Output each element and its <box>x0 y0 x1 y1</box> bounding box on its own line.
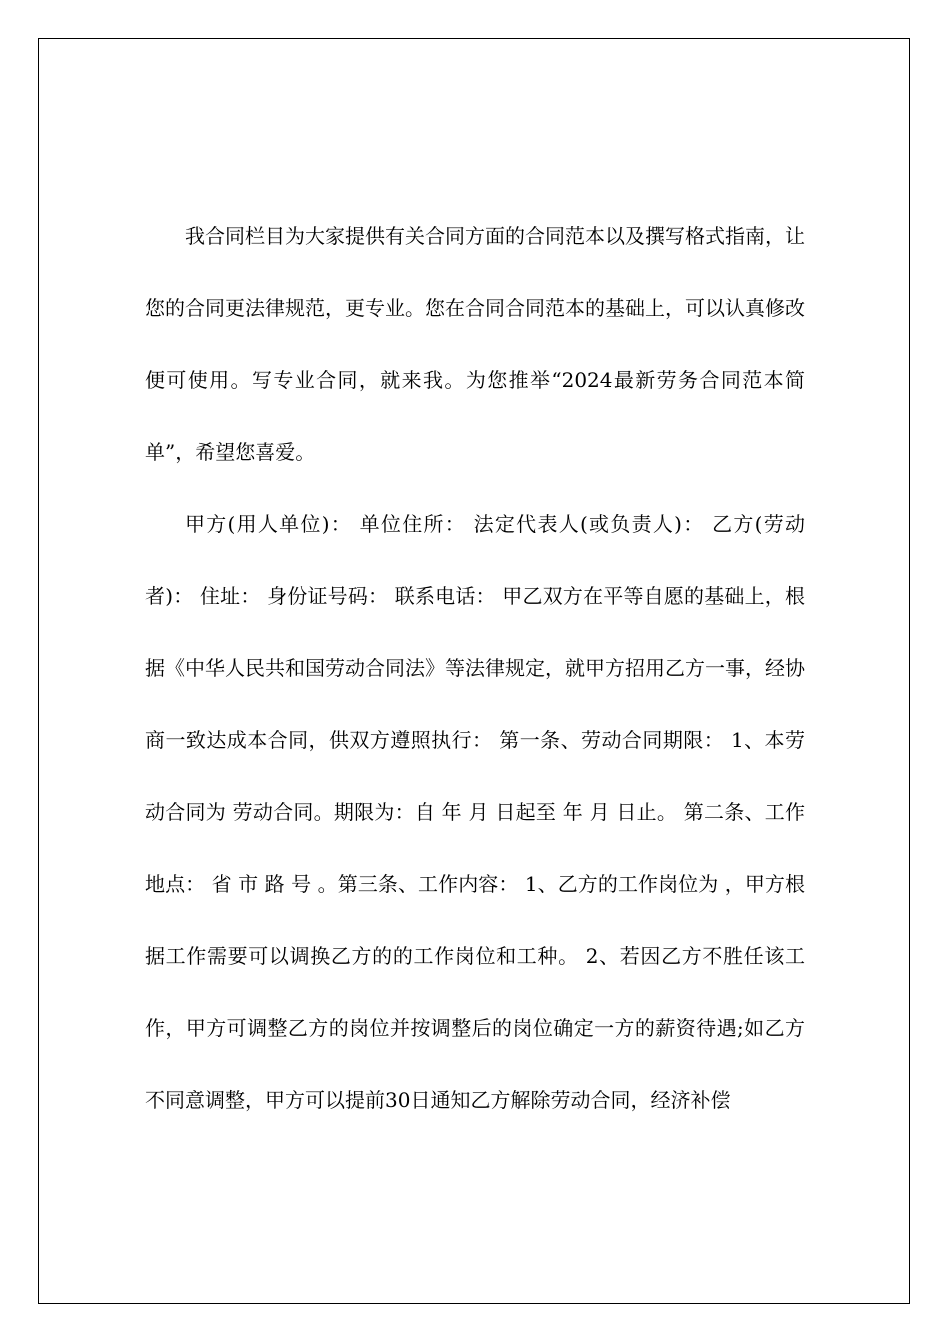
intro-paragraph: 我合同栏目为大家提供有关合同方面的合同范本以及撰写格式指南，让您的合同更法律规范，更专业。您在合同合同范本的基础上，可以认真修改便可使用。写专业合同，就来我。为您推举“2024最新劳务合同范本简单”，希望您喜爱。 <box>145 224 805 464</box>
contract-paragraph: 甲方(用人单位)： 单位住所： 法定代表人(或负责人)： 乙方(劳动者)： 住址： 身份证号码： 联系电话： 甲乙双方在平等自愿的基础上，根据《中华人民共和国劳动合同法》等法律规定，就甲方招用乙方一事，经协商一致达成本合同，供双方遵照执行： 第一条、劳动合同期限： 1、本劳动合同为 劳动合同。期限为：自 年 月 日起至 年 月 日止。 第二条、工作地点： 省 市 路 号 。第三条、工作内容： 1、乙方的工作岗位为 ，甲方根据工作需要可以调换乙方的的工作岗位和工种。 2、若因乙方不胜任该工作，甲方可调整乙方的岗位并按调整后的岗位确定一方的薪资待遇;如乙方不同意调整，甲方可以提前30日通知乙方解除劳动合同，经济补偿 <box>145 512 805 1112</box>
document-body <box>145 200 805 1136</box>
